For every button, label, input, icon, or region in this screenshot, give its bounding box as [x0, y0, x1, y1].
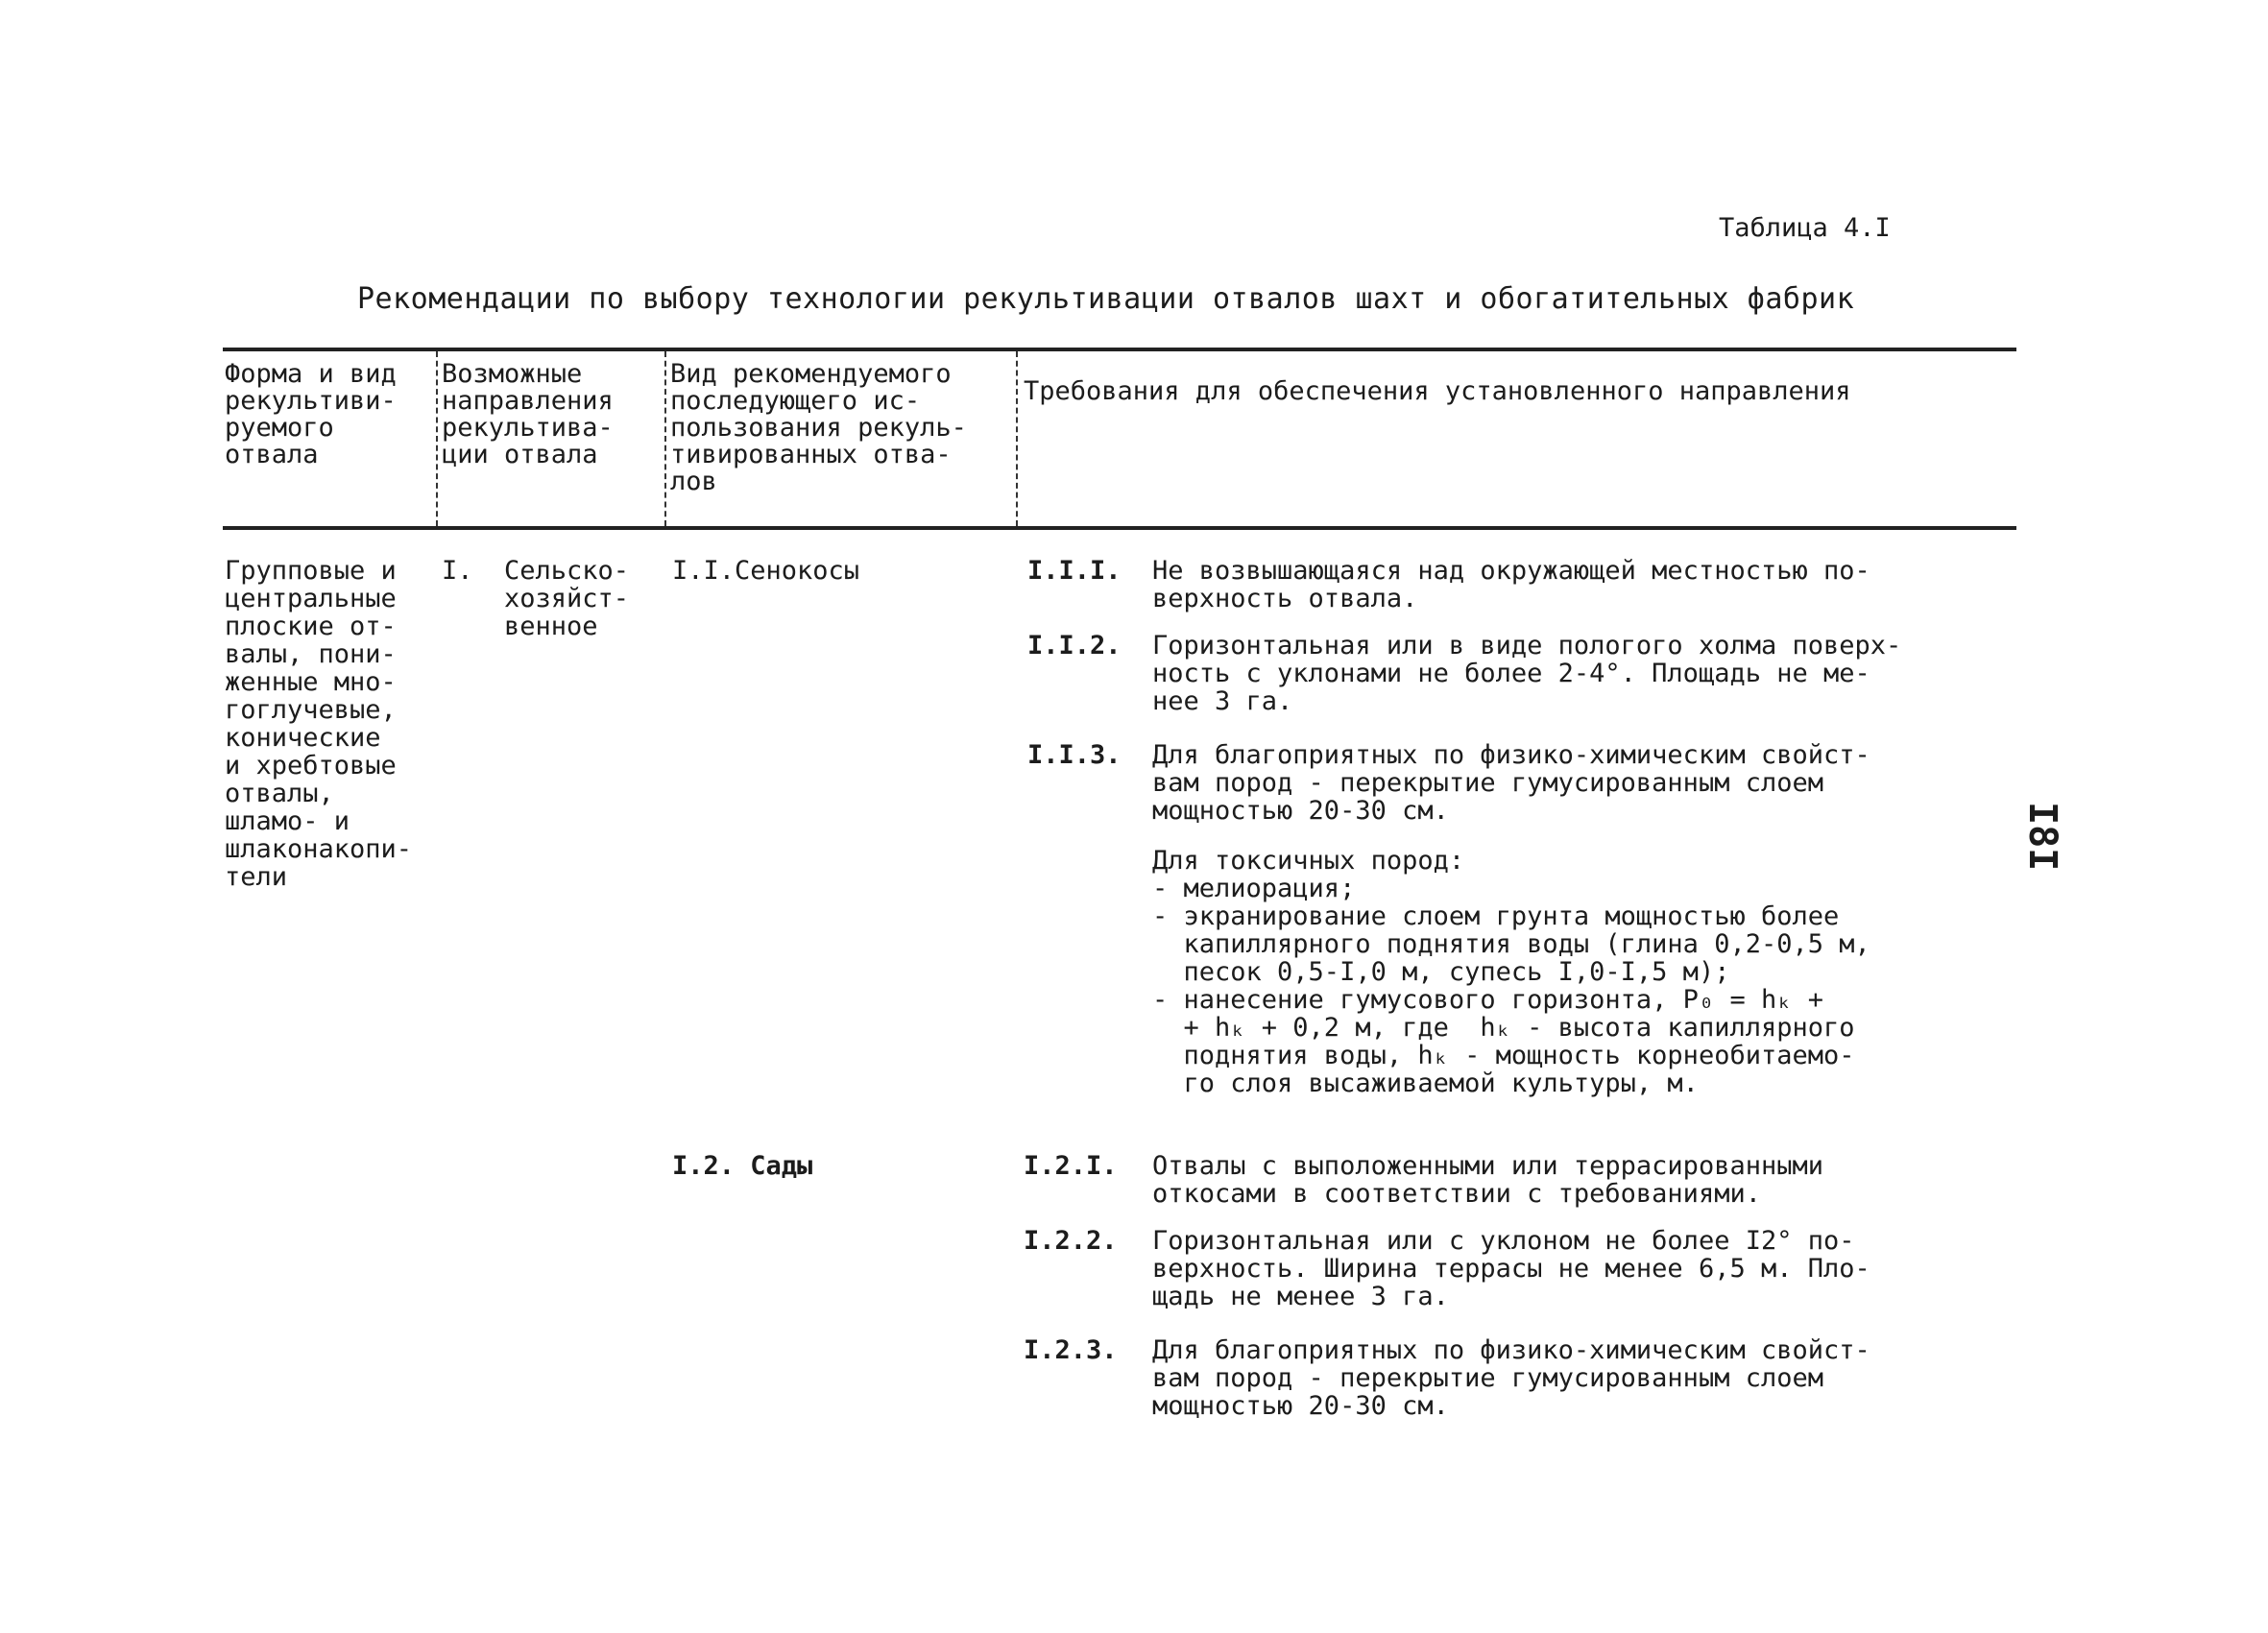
- column-divider-2: [664, 351, 666, 526]
- header-form: Форма и вид рекультиви- руемого отвала: [225, 359, 397, 469]
- req-text: Отвалы с выположенными или террасированными откосами в соответствии с требованиями.: [1152, 1151, 1823, 1209]
- table-header-bottom-rule: [223, 526, 2016, 530]
- req-num: I.I.2.: [1027, 631, 1122, 660]
- table-label: Таблица 4.I: [1719, 213, 1891, 243]
- req-text: Для благоприятных по физико-химическим свойст- вам пород - перекрытие гумусированным слоем мощностью 20-30 см.: [1152, 740, 1870, 826]
- req-text: Для благоприятных по физико-химическим свойст- вам пород - перекрытие гумусированным слоем мощностью 20-30 см.: [1152, 1335, 1870, 1421]
- page-number: I8I: [2020, 802, 2064, 872]
- column-divider-3: [1016, 351, 1018, 526]
- req-num: I.2.3.: [1024, 1335, 1118, 1365]
- req-text: Не возвышающаяся над окружающей местностью по- верхность отвала.: [1152, 556, 1870, 613]
- table-title: Рекомендации по выбору технологии рекультивации отвалов шахт и обогатительных фабрик: [357, 282, 1855, 316]
- req-num: I.I.I.: [1027, 556, 1122, 586]
- req-num: I.2.2.: [1024, 1226, 1118, 1256]
- table-top-rule: [223, 348, 2016, 351]
- cell-form: Групповые и центральные плоские от- валы, пони- женные мно- гоглучевые, конические и хребтовые отвалы, шламо- и шлаконакопи- тели: [225, 556, 413, 892]
- cell-use-orchards: I.2. Сады: [672, 1151, 813, 1181]
- req-text: Горизонтальная или с уклоном не более I2° по- верхность. Ширина террасы не менее 6,5 м. Пло- щадь не менее 3 га.: [1152, 1226, 1870, 1311]
- column-divider-1: [436, 351, 438, 526]
- req-toxic-text: Для токсичных пород: - мелиорация; - экранирование слоем грунта мощностью более капиллярного поднятия воды (глина 0,2-0,5 м, песок 0,5-I,0 м, супесь I,0-I,5 м); - нанесение гумусового горизонта, Р₀ = hₖ + + hₖ + 0,2 м, где hₖ - высота капиллярного поднятия воды, hₖ - мощность корнеобитаемо- го слоя высаживаемой культуры, м.: [1152, 846, 1870, 1098]
- header-direction: Возможные направления рекультива- ции отвала: [442, 359, 614, 469]
- req-num: I.2.I.: [1024, 1151, 1118, 1181]
- header-use: Вид рекомендуемого последующего ис- пользования рекуль- тивированных отва- лов: [670, 359, 967, 496]
- req-text: Горизонтальная или в виде пологого холма поверх- ность с уклонами не более 2-4°. Площадь не ме- нее 3 га.: [1152, 631, 1902, 716]
- req-num: I.I.3.: [1027, 740, 1122, 770]
- cell-direction: I. Сельско- хозяйст- венное: [442, 556, 630, 641]
- cell-use-hayfields: I.I.Сенокосы: [672, 556, 860, 586]
- header-requirements: Требования для обеспечения установленного направления: [1024, 376, 1851, 406]
